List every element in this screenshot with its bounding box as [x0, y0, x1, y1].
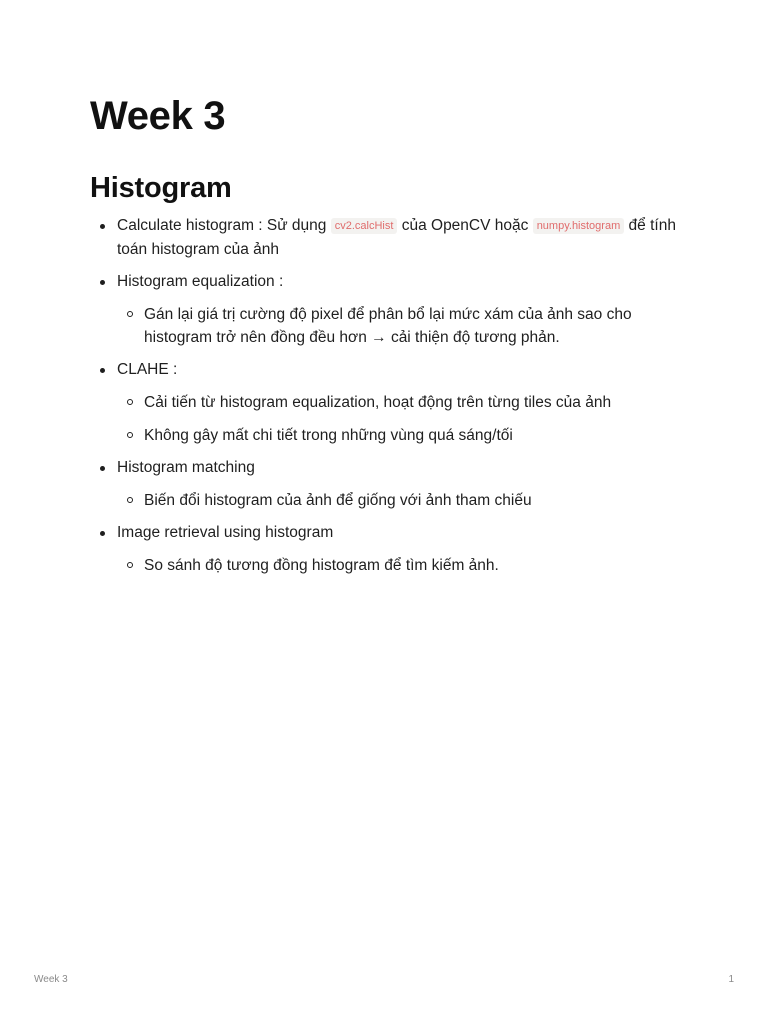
sub-list-item: Biến đổi histogram của ảnh để giống với ảnh tham chiếu [144, 489, 680, 512]
list-item-histogram-equalization [117, 270, 680, 349]
sub-list-item: So sánh độ tương đồng histogram để tìm kiếm ảnh. [144, 554, 680, 577]
sub-list-item: Gán lại giá trị cường độ pixel để phân bổ lại mức xám của ảnh sao cho histogram trở nên đồng đều hơn → cải thiện độ tương phản. [144, 303, 680, 349]
item-label: CLAHE : [117, 361, 178, 378]
list-item-histogram-matching [117, 456, 680, 512]
item-label: Histogram matching [117, 459, 255, 476]
list-item-clahe [117, 358, 680, 447]
page-number: 1 [728, 974, 734, 985]
sub-list [117, 489, 680, 512]
item-label: Histogram equalization : [117, 273, 284, 290]
inline-code: cv2.calcHist [331, 218, 398, 234]
item-text: của OpenCV hoặc [397, 217, 533, 234]
list-item-calculate-histogram [117, 214, 680, 261]
item-text: để tính toán histogram của ảnh [117, 217, 676, 258]
sub-list [117, 303, 680, 349]
footer-title: Week 3 [34, 974, 68, 985]
section-heading: Histogram [90, 172, 232, 204]
topic-list [90, 214, 680, 577]
sub-list-item: Không gây mất chi tiết trong những vùng quá sáng/tối [144, 424, 680, 447]
item-label: Image retrieval using histogram [117, 524, 334, 541]
document-page [90, 88, 680, 586]
list-item-image-retrieval [117, 521, 680, 577]
sub-list [117, 554, 680, 577]
sub-list-item: Cải tiến từ histogram equalization, hoạt động trên từng tiles của ảnh [144, 391, 680, 414]
sub-list [117, 391, 680, 447]
page-title: Week 3 [90, 94, 226, 138]
inline-code: numpy.histogram [533, 218, 625, 234]
item-text: Calculate histogram : Sử dụng [117, 217, 331, 234]
